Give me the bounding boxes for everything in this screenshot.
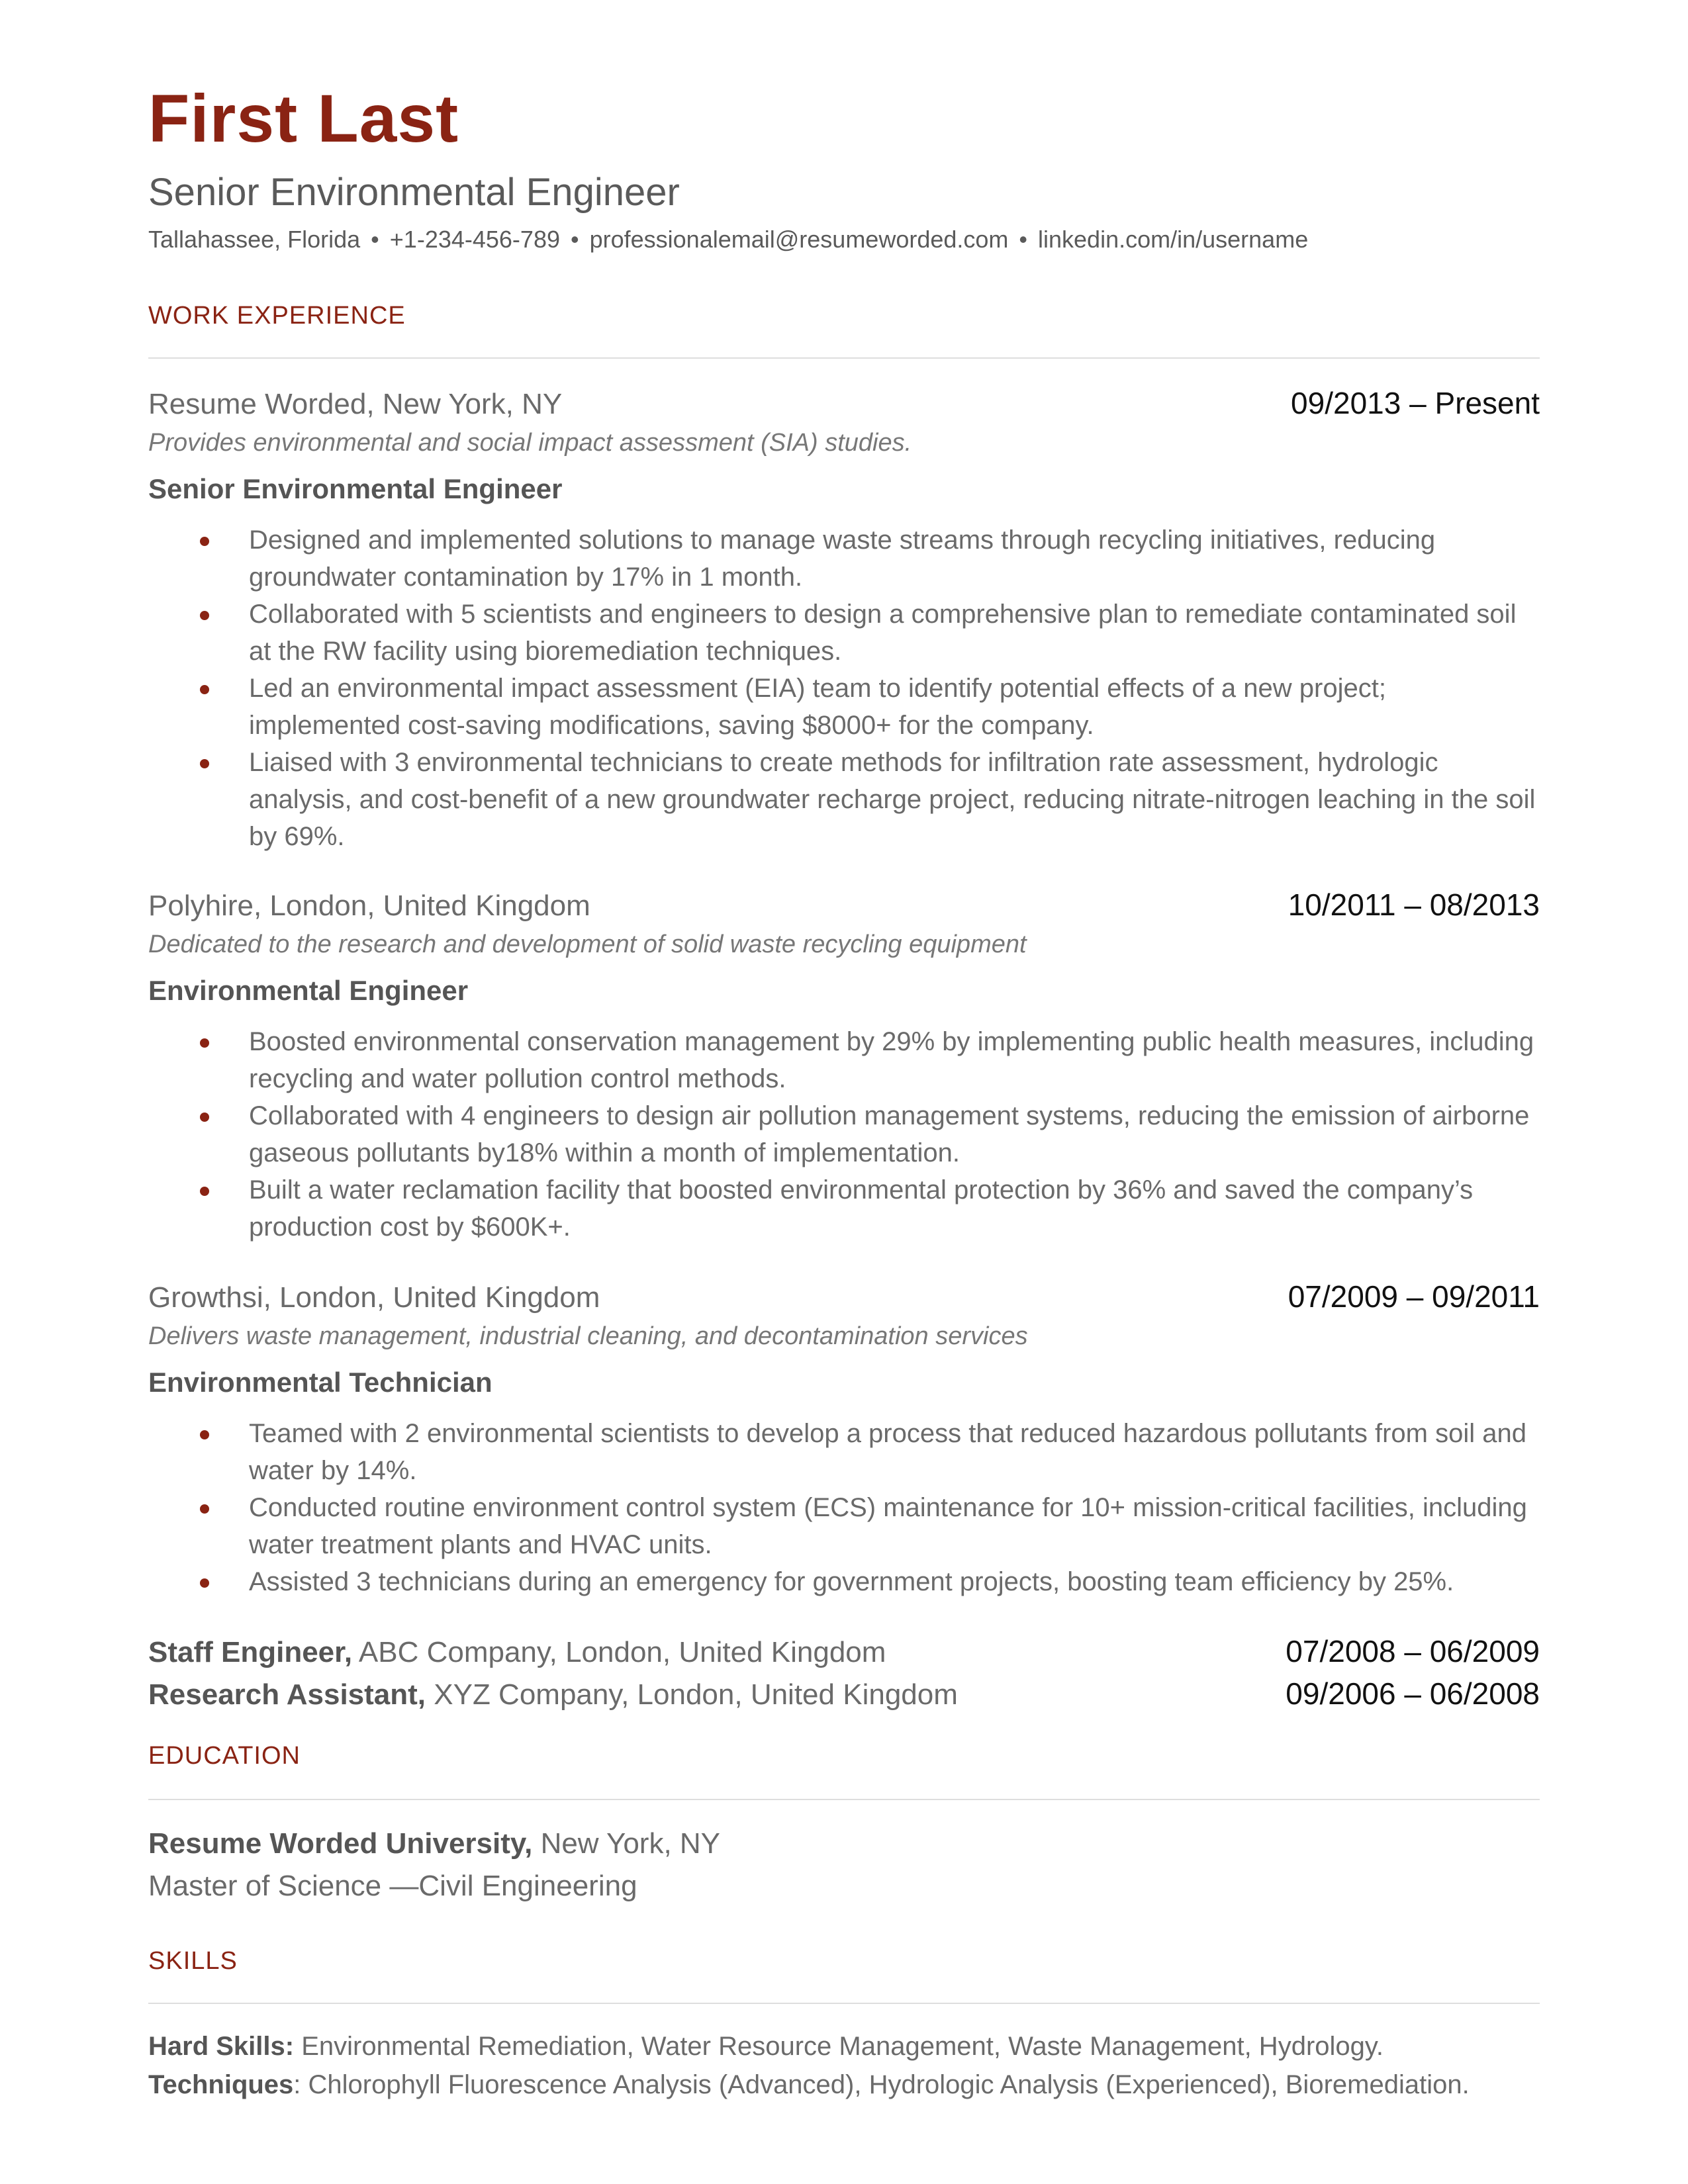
- education-location: New York, NY: [540, 1827, 721, 1860]
- education-heading: EDUCATION: [148, 1742, 301, 1770]
- job-description: Delivers waste management, industrial cleaning, and decontamination services: [148, 1322, 1028, 1350]
- job-description: Dedicated to the research and development of solid waste recycling equipment: [148, 931, 1027, 958]
- hard-skills-value: Environmental Remediation, Water Resource Management, Waste Management, Hydrology.: [301, 2032, 1384, 2061]
- candidate-title: Senior Environmental Engineer: [148, 171, 680, 214]
- job-bullets: [148, 1023, 1540, 1246]
- job-header: [148, 889, 1540, 921]
- other-role-row: [148, 1678, 1540, 1709]
- education-degree: Master of Science —Civil Engineering: [148, 1870, 637, 1902]
- contact-separator: •: [1019, 226, 1028, 253]
- section-divider: [148, 357, 1540, 359]
- job-bullets: [148, 1415, 1540, 1600]
- job-role: Environmental Technician: [148, 1367, 492, 1398]
- other-role-company: XYZ Company, London, United Kingdom: [434, 1678, 958, 1711]
- contact-separator: •: [371, 226, 379, 253]
- job-header: [148, 388, 1540, 419]
- hard-skills-line: [148, 2033, 1383, 2060]
- contact-separator: •: [570, 226, 579, 253]
- bullet-item: Teamed with 2 environmental scientists to develop a process that reduced hazardous pollutants from soil and water by 14%.: [148, 1415, 1540, 1489]
- contact-line: [148, 228, 1308, 251]
- techniques-label: Techniques: [148, 2070, 294, 2099]
- job-description: Provides environmental and social impact assessment (SIA) studies.: [148, 429, 912, 457]
- job-bullets: [148, 522, 1540, 855]
- job-company: Growthsi, London, United Kingdom: [148, 1281, 600, 1314]
- other-role-dates: 07/2008 – 06/2009: [1286, 1634, 1540, 1668]
- contact-phone: +1-234-456-789: [389, 226, 560, 253]
- bullet-item: Conducted routine environment control system (ECS) maintenance for 10+ mission-critical facilities, including water treatment plants and HVAC units.: [148, 1489, 1540, 1563]
- bullet-item: Designed and implemented solutions to manage waste streams through recycling initiatives, reducing groundwater contamination by 17% in 1 month.: [148, 522, 1540, 596]
- job-company: Resume Worded, New York, NY: [148, 388, 563, 420]
- education-school-line: [148, 1829, 720, 1858]
- bullet-item: Collaborated with 5 scientists and engineers to design a comprehensive plan to remediate contaminated soil at the RW facility using bioremediation techniques.: [148, 596, 1540, 670]
- other-role-title: Research Assistant,: [148, 1678, 426, 1711]
- bullet-item: Assisted 3 technicians during an emergency for government projects, boosting team efficiency by 25%.: [148, 1563, 1540, 1600]
- other-role: [148, 1680, 958, 1709]
- techniques-line: [148, 2071, 1470, 2098]
- bullet-item: Led an environmental impact assessment (EIA) team to identify potential effects of a new project; implemented cost-saving modifications, saving $8000+ for the company.: [148, 670, 1540, 744]
- job-dates: 09/2013 – Present: [1291, 386, 1540, 420]
- job-header: [148, 1281, 1540, 1312]
- bullet-item: Built a water reclamation facility that boosted environmental protection by 36% and saved the company’s production cost by $600K+.: [148, 1171, 1540, 1246]
- candidate-name: First Last: [148, 81, 459, 156]
- other-role: [148, 1638, 886, 1667]
- job-role: Senior Environmental Engineer: [148, 473, 563, 504]
- hard-skills-label: Hard Skills:: [148, 2032, 295, 2061]
- work-experience-heading: WORK EXPERIENCE: [148, 302, 406, 330]
- contact-email: professionalemail@resumeworded.com: [589, 226, 1009, 253]
- education-school: Resume Worded University,: [148, 1827, 533, 1860]
- bullet-item: Liaised with 3 environmental technicians to create methods for infiltration rate assessment, hydrologic analysis, and cost-benefit of a new groundwater recharge project, reducing nitrate-nitrogen leaching in the soil by 69%.: [148, 744, 1540, 855]
- section-divider: [148, 1799, 1540, 1800]
- techniques-value: : Chlorophyll Fluorescence Analysis (Advanced), Hydrologic Analysis (Experienced), Bioremediation.: [293, 2070, 1470, 2099]
- other-role-row: [148, 1636, 1540, 1667]
- job-role: Environmental Engineer: [148, 975, 469, 1006]
- job-dates: 10/2011 – 08/2013: [1288, 887, 1540, 922]
- other-role-dates: 09/2006 – 06/2008: [1286, 1676, 1540, 1711]
- contact-linkedin: linkedin.com/in/username: [1038, 226, 1309, 253]
- job-dates: 07/2009 – 09/2011: [1288, 1279, 1540, 1314]
- skills-heading: SKILLS: [148, 1947, 238, 1975]
- bullet-item: Collaborated with 4 engineers to design air pollution management systems, reducing the emission of airborne gaseous pollutants by18% within a month of implementation.: [148, 1097, 1540, 1171]
- job-company: Polyhire, London, United Kingdom: [148, 889, 590, 922]
- other-role-company: ABC Company, London, United Kingdom: [358, 1636, 886, 1668]
- bullet-item: Boosted environmental conservation management by 29% by implementing public health measures, including recycling and water pollution control methods.: [148, 1023, 1540, 1097]
- other-role-title: Staff Engineer,: [148, 1636, 353, 1668]
- section-divider: [148, 2003, 1540, 2004]
- contact-location: Tallahassee, Florida: [148, 226, 361, 253]
